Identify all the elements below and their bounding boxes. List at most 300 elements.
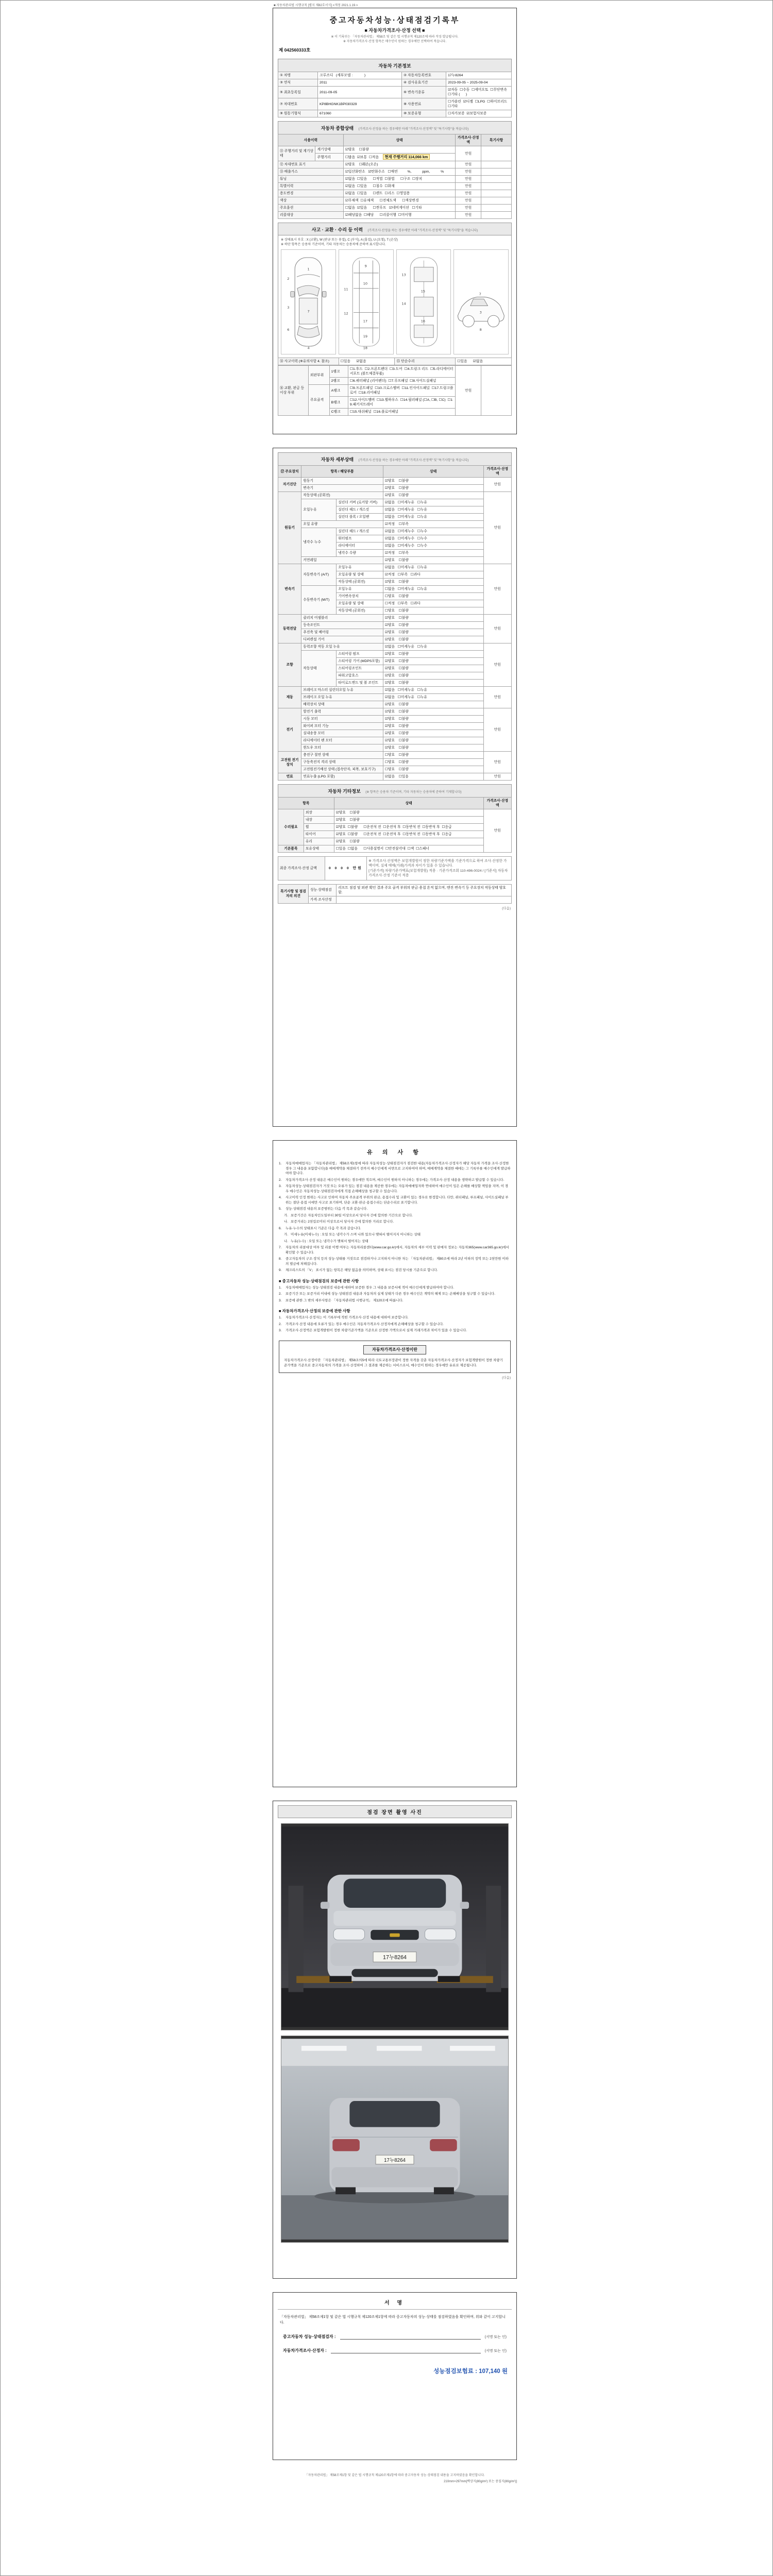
cell-sub: 외판부위 (308, 366, 329, 385)
cell-st: ☑무채색 ☐유채색 ☐전체도색 ☐색상변경 (343, 197, 455, 205)
caution-item: 가. 보증기간은 자동차인도일부터 30일 이상으로서 당사자 간에 합의한 기간으로 합니다. (284, 1213, 413, 1217)
cell-st: ☑없음 ☐미세누유 ☐누유 (383, 694, 483, 701)
section-note-accident: (가격조사·산정을 하는 경우에만 아래 "가격조사·산정액" 및 "특기사항"을 적습니다) (367, 229, 478, 232)
photos-section-title: 점검 장면 촬영 사진 (278, 1805, 512, 1818)
cell-st: 2023-09-05 ~ 2025-09-04 (446, 79, 512, 87)
cell-grp: 고전원 전기장치 (278, 752, 301, 773)
misc-info-table (278, 797, 512, 853)
cell-note (481, 176, 512, 183)
cell-sub: 발전기 출력 (301, 708, 383, 716)
cell-grp: 자기진단 (278, 478, 301, 492)
svg-text:14: 14 (401, 301, 406, 306)
cell-sub: 1랭크 (329, 366, 348, 378)
cell-note (481, 212, 512, 219)
caution-item: 8. 중고자동차의 구조·장치 등의 성능·상태를 거짓으로 점검하거나 고지하지 아니한 자는 「자동차관리법」 제80조에 따라 2년 이하의 징역 또는 2천만원 이하의 벌금에 처해집니다. (279, 1257, 509, 1266)
cell-st: ☑양호 ☐불량 (383, 716, 483, 723)
svg-text:13: 13 (401, 273, 406, 277)
cell-st: ☑양호 ☐불량 (383, 579, 483, 586)
svg-text:4: 4 (307, 346, 310, 350)
caution-item: 9. 체크리스트의 「V」 표시가 없는 항목은 해당 없음을 의미하며, 상태 표시는 점검 당시를 기준으로 합니다. (279, 1268, 438, 1272)
cell-st: ☑적정 ☐부족 ☐과다 (383, 571, 483, 579)
cell-st: ☑없음 ☐미세누수 ☐누수 (383, 543, 483, 550)
sheet-photos (273, 1801, 517, 2279)
cell-st: ☑양호 ☐불량 (383, 730, 483, 737)
svg-text:10: 10 (363, 281, 367, 286)
cell-lbl: ⑪ 주행거리 및 계기상태 (278, 146, 315, 161)
cell-lbl: ⑯ 교환, 판금 등 이상 부위 (278, 366, 309, 416)
cell-sub: 구동축전지 격리 상태 (301, 759, 383, 766)
cell-sub2: 라디에이터 (337, 543, 383, 550)
cell-st: ☐양호 ☐불량 (383, 593, 483, 600)
cell-pr: 만원 (483, 708, 511, 752)
cell-st: ☐양호 ☐불량 (383, 607, 483, 615)
cell-st: ☑양호 ☐불량 (383, 737, 483, 744)
section-title-detail-text: 자동차 세부상태 (321, 457, 354, 462)
caution-subheading: ■ 자동차가격조사·산정의 보증에 관한 사항 (279, 1309, 350, 1313)
caution-item: 2. 자동차가격조사·산정 내용은 매수인이 원하는 경우에만 적으며, 매수인이 원하지 아니하는 경우에는 가격조사·산정 내용을 생략하고 발급할 수 있습니다. (279, 1178, 505, 1182)
cell-st: ☑없음 ☐미세누수 ☐누수 (383, 535, 483, 543)
accident-diagram-box (278, 235, 512, 358)
cell-sub: 브레이크 마스터 실린더오일 누유 (301, 687, 383, 694)
cell-hd: 가격조사·산정액 (456, 134, 481, 146)
cell-st: ☑없음 ☐미세누유 ☐누유 (383, 506, 483, 514)
cell-grp: 특기사항 및 점검자의 의견 (278, 884, 309, 903)
cell-grp: 전기 (278, 708, 301, 752)
cell-grp: 원동기 (278, 492, 301, 564)
cell-sub2: 오일유량 및 상태 (337, 571, 383, 579)
car-side-view-drawing (454, 250, 508, 354)
cell-sub: 작동상태 (301, 651, 337, 687)
cell-st: ☑양호 ☐불량 (383, 723, 483, 730)
cell-sub: 자동변속기 (A/T) (301, 564, 337, 586)
cell-st: ☑양호 ☐불량 (383, 651, 483, 658)
cell-sub: 고전원전기배선 상태 (접속단자, 피복, 보호기구) (301, 766, 383, 773)
caution-title: 유 의 사 항 (367, 1149, 423, 1156)
cell-sub2: 파워고압호스 (337, 672, 383, 680)
cell-sub: 2랭크 (329, 378, 348, 385)
premium-label: 성능점검보험료 : (433, 2368, 477, 2375)
cell-sub2: 작동상태 (공회전) (337, 607, 383, 615)
cell-sub2: 오일누유 (337, 564, 383, 571)
caution-item: 가. 미세누유(미세누수) : 오일 또는 냉각수가 스며 나와 있으나 맺혀서 떨어지지 아니하는 상태 (284, 1233, 421, 1236)
cell-st: ☐가솔린 ☑디젤 ☐LPG ☐하이브리드 ☐기타 (446, 98, 512, 110)
cell-sub: 원동기 (301, 478, 383, 485)
document-number: 제 042560333호 (279, 47, 311, 53)
svg-text:9: 9 (364, 264, 367, 268)
signature-row-appraiser (283, 2348, 507, 2353)
cell-pr: 만원 (483, 615, 511, 643)
cell-st: ☑일산화탄소 ☑탄화수소 ☐매연 %, ppm, % (343, 168, 455, 176)
cell-pr: 만원 (456, 161, 481, 168)
photo-rear-drawing (281, 2036, 508, 2242)
cell-st: ☑없음 ☐미세누유 ☐누유 (383, 499, 483, 506)
cell-grp: 연료 (278, 773, 301, 781)
cell-sub: 수동변속기 (M/T) (301, 586, 337, 615)
inspector-opinion-table (278, 884, 512, 904)
cell-st: ☐있음 ☑없음 (339, 358, 395, 365)
cell-sub: 가격·조사산정 (308, 896, 336, 903)
section-note-misc: (※ 항목은 승용차 기준이며, 기타 자동차는 승용차에 준하여 기재합니다) (365, 791, 462, 794)
next-page-mark: (다음) (502, 1376, 511, 1380)
cell-st: ☑양호 ☐불량 (383, 557, 483, 564)
cell-pr: 만원 (456, 190, 481, 197)
cell-st: ☑양호 ☐불량 ☐운전석 전 ☐운전석 후 ☐동반석 전 ☐동반석 후 ☐응급 (334, 824, 483, 831)
cell-lbl: ⑤ 최초등록일 (278, 87, 318, 98)
car-diagram-frame-view (339, 249, 394, 354)
cell-sub2: 스티어링 펌프 (337, 651, 383, 658)
cell-sub2: 실린더 헤드 / 개스킷 (337, 528, 383, 535)
car-diagram-underside-view (396, 249, 451, 354)
cell-st: ☐양호 ☐불량 (383, 752, 483, 759)
caution-item: 5. 성능·상태점검 내용의 보증범위는 다음 각 목과 같습니다. (279, 1207, 368, 1211)
sheet-detail (273, 448, 517, 1127)
cell-lbl: ⑧ 사용연료 (402, 98, 446, 110)
cell-sub: 내장 (304, 817, 334, 824)
cell-sub: 배력장치 상태 (301, 701, 383, 708)
svg-text:8: 8 (479, 328, 482, 332)
cell-sub: 오일누유 (301, 499, 337, 521)
cell-note (481, 197, 512, 205)
cell-sub: 작동상태 (공회전) (301, 492, 383, 499)
cell-lbl: ④ 검사유효기간 (402, 79, 446, 87)
footer-line-1: 「자동차관리법」 제58조제1항 및 같은 법 시행규칙 제120조제1항에 따라 중고자동차 성능·상태점검 내용을 고지하였음을 확인합니다. (305, 2474, 485, 2477)
cell-lbl: ⑦ 차대번호 (278, 98, 318, 110)
cell-st: ☑적정 ☐부족 (383, 550, 483, 557)
basic-info-table (278, 72, 512, 117)
cell-sub: 주요골격 (308, 385, 329, 416)
cell-st: ☑없음 ☐있음 (383, 773, 483, 781)
cell-grp: 기본품목 (278, 845, 304, 853)
cell-st: ☑양호 ☐불량 (383, 615, 483, 622)
car-frame-drawing (339, 250, 393, 354)
section-title-accident (278, 223, 512, 235)
cell-st: ☐있음 ☐없음 ☐사용설명서 ☐안전삼각대 ☐잭 ☐스패너 (334, 845, 483, 853)
next-page-mark: (다음) (502, 906, 511, 910)
cell-pr: 만원 (456, 366, 481, 416)
overall-condition-table (278, 134, 512, 219)
cell-sub: 충전구 절연 상태 (301, 752, 383, 759)
cell-sub2: 스티어링 기어 (MDPS포함) (337, 658, 383, 665)
cell-lbl: ⑨ 원동기형식 (278, 110, 318, 117)
inspector-sign-label: 중고자동차 성능·상태점검자 : (283, 2334, 336, 2339)
cell-hd: 항목 / 해당부품 (301, 466, 383, 478)
page-title: 중고자동차성능·상태점검기록부 (329, 16, 460, 25)
license-plate-rear: 17누8264 (384, 2157, 406, 2163)
signature-statement: 「자동차관리법」 제58조제1항 및 같은 법 시행규칙 제120조제1항에 따라 중고자동차의 성능·상태를 점검하였음을 확인하며, 위와 같이 고지합니다. (280, 2315, 506, 2325)
cell-st: ☑양호 ☐불량 (383, 665, 483, 672)
section-note-overall: (가격조사·산정을 하는 경우에만 아래 "가격조사·산정액" 및 "특기사항"을 적습니다) (358, 128, 469, 131)
cell-sub: 커먼레일 (301, 557, 383, 564)
cell-hd: 상태 (383, 466, 483, 478)
section-title-basic (278, 59, 512, 72)
cell-pr: 만원 (483, 687, 511, 708)
cell-pr: 만원 (456, 183, 481, 190)
car-top-view-drawing (281, 250, 335, 354)
cell-grp: 수리필요 (278, 809, 304, 845)
cell-sub2: 실린더 커버 (로커암 커버) (337, 499, 383, 506)
cell-note (481, 190, 512, 197)
cell-sub: 추진축 및 베어링 (301, 629, 383, 636)
cell-lbl: 주요옵션 (278, 205, 344, 212)
cell-amt: 0 0 0 0 만원 (325, 857, 367, 880)
cell-pr: 만원 (483, 643, 511, 687)
cell-hd: 항목 (278, 798, 334, 809)
cell-sub: 외장 (304, 809, 334, 817)
panel-exchange-table (278, 365, 512, 416)
cell-st: ☑없음 ☐미세누유 ☐누유 (383, 514, 483, 521)
cell-note (481, 161, 512, 168)
cell-sub: 클러치 어셈블리 (301, 615, 383, 622)
cell-grp: 변속기 (278, 564, 301, 615)
car-diagram-top-view (281, 249, 336, 354)
cell-hd: 특기사항 (481, 134, 512, 146)
cell-pr: 만원 (456, 168, 481, 176)
svg-text:3: 3 (479, 310, 482, 315)
cell-note (481, 183, 512, 190)
cell-lbl: 특별이력 (278, 183, 344, 190)
svg-text:3: 3 (287, 306, 290, 310)
caution-item: 1. 자동차매매업자는 「자동차관리법」 제58조제1항에 따라 자동차성능·상태점검자가 점검한 내용(자동차가격조사·산정자가 해당 자동차 가격을 조사·산정한 경우 그 내용을 포함합니다)을 매매계약을 체결하기 전까지 매수인에게 서면으로 고지하여야 하며, 매매계약을 체결한 때에는 그 기록부를 매수인에게 발급하여야 합니다. (279, 1162, 511, 1175)
cell-lbl: ③ 연식 (278, 79, 318, 87)
caution-item: 나. 보증거리는 2천킬로미터 이상으로서 당사자 간에 합의한 거리로 합니다. (284, 1220, 394, 1224)
svg-text:2: 2 (287, 276, 290, 281)
appraiser-sign-label: 자동차가격조사·산정자 : (283, 2348, 327, 2353)
cell-lbl: ⑮ 단순수리 (395, 358, 456, 365)
cell-st: ☐많음 ☑보통 ☐적음 현재 주행거리 114,066 km (343, 154, 455, 161)
svg-text:11: 11 (344, 287, 348, 292)
cell-st: 2011-09-05 (318, 87, 402, 98)
cell-sub: 연료누출 (LPG 포함) (301, 773, 383, 781)
cell-st: ☑양호 ☐불량 (383, 629, 483, 636)
cell-sub: 실내송풍 모터 (301, 730, 383, 737)
sheet-basic (273, 8, 517, 434)
cell-st: ☑없음 ☐미세누유 ☐누유 (383, 564, 483, 571)
cell-st: ☑해당없음 ☐해당 ☐리콜이행 ☐미이행 (343, 212, 455, 219)
caution-subheading: ■ 중고자동차 성능·상태점검의 보증에 관한 사항 (279, 1278, 359, 1283)
cell-pr: 만원 (483, 752, 511, 773)
svg-text:15: 15 (421, 289, 425, 294)
caution-item: 1. 자동차매매업자는 성능·상태점검 내용에 대하여 보증한 경우 그 내용을 보증서에 적어 매수인에게 발급하여야 합니다. (279, 1285, 455, 1290)
cell-note (481, 146, 512, 161)
cell-st: 리프트 점검 및 외관 확인 결과 주요 골격 부위의 판금·용접 흔적 없으며, 엔진·변속기 등 주요장치 작동상태 양호함. (337, 884, 512, 896)
section-title-overall (278, 121, 512, 134)
cell-sub: 윈도우 모터 (301, 744, 383, 752)
cell-lbl: 용도변경 (278, 190, 344, 197)
svg-text:16: 16 (421, 319, 425, 324)
svg-text:12: 12 (344, 311, 348, 316)
document-footer (273, 2473, 517, 2484)
sheet-caution (273, 1140, 517, 1787)
footer-line-2: 210mm×297mm[백상지(80g/m²) 또는 중질지(80g/m²)] (444, 2480, 517, 2483)
cell-st: ☑자동 ☐수동 ☐세미오토 ☐무단변속 ☐기타 ( ) (446, 87, 512, 98)
cell-st: ☑없음 ☐미세누유 ☐누유 (383, 643, 483, 651)
license-plate-front: 17누8264 (383, 1954, 407, 1961)
caution-item: 4. 사고이력 인정 범위는 사고로 인하여 자동차 주요골격 부위의 판금, 용접수리 및 교환이 있는 경우로 한정합니다. 다만, 쿼터패널, 루프패널, 사이드실패널 부위는 절단·용접 시에만 사고로 표기하며, 단순 교환·판금·용접수리는 단순수리로 표기합니다. (279, 1196, 509, 1205)
title-block (278, 12, 512, 55)
cell-grp: 동력전달 (278, 615, 301, 643)
page-subtitle: ■ 자동차가격조사·산정 선택 ■ (364, 28, 425, 33)
car-diagrams (281, 249, 509, 354)
cell-st: ☑양호 ☐불량 (383, 478, 483, 485)
section-title-misc-text: 자동차 기타정보 (328, 789, 361, 794)
cell-sub2: 오일누유 (337, 586, 383, 593)
cell-st: ☐12.사이드멤버 ☐13.휠하우스 ☐14.필러패널 (☐A, ☐B, ☐C) ☐19.패키지트레이 (348, 397, 455, 409)
cell-note (481, 366, 512, 416)
caution-item: 2. 보증기간 또는 보증거리 이내에 성능·상태점검 내용과 자동차의 실제 상태가 다른 경우 매수인은 계약의 해제 또는 손해배상을 청구할 수 있습니다. (279, 1292, 495, 1296)
signature-section-title: 서 명 (278, 2297, 512, 2310)
cell-sub: 보유상태 (304, 845, 334, 853)
cell-pr: 만원 (483, 773, 511, 781)
inspection-photo-front (281, 1823, 509, 2030)
cell-st: ☐없음 ☑있음 ☐썬루프 ☑네비게이션 ☐기타 (343, 205, 455, 212)
cell-sub2: 실린더 헤드 / 개스킷 (337, 506, 383, 514)
cell-lbl: 최종 가격조사·산정 금액 (278, 857, 325, 880)
cell-st: ☐자가보증 ☑보험사보증 (446, 110, 512, 117)
cell-hd: 사용이력 (278, 134, 344, 146)
cell-sub: 성능·상태점검 (308, 884, 336, 896)
cell-lbl: ⑫ 차대번호 표기 (278, 161, 344, 168)
cell-st: ☑양호 ☐불량 (383, 701, 483, 708)
cell-st: ☑양호 ☐불량 (383, 672, 483, 680)
cell-grp: 조향 (278, 643, 301, 687)
cell-sub: 등속조인트 (301, 622, 383, 629)
cell-st: ☐적정 ☐부족 ☐과다 (383, 600, 483, 607)
cell-st: ☑양호 ☐불량 (383, 622, 483, 629)
diagram-legend-1: ※ 상태표시 부호 : X (교환), W (판금 또는 용접), C (부식), A (흠집), U (요철), T (손상) (281, 238, 398, 242)
cell-pr: 만원 (483, 809, 511, 853)
cell-hd: ⑰ 주요장치 (278, 466, 301, 478)
cell-lbl: 색상 (278, 197, 344, 205)
cell-sub: 시동 모터 (301, 716, 383, 723)
caution-item: 3. 자동차성능·상태점검자가 거짓 또는 오류가 있는 점검 내용을 제공한 경우에는 자동차매매업자와 연대하여 매수인이 입은 손해를 배상할 책임을 지며, 이 경우 매수인은 자동차성능·상태점검자에게 직접 손해배상을 청구할 수 있습니다. (279, 1184, 509, 1193)
cell-st (337, 896, 512, 903)
cell-sub2: 기어변속장치 (337, 593, 383, 600)
car-underside-drawing (397, 250, 451, 354)
cell-sub: 브레이크 오일 누유 (301, 694, 383, 701)
cell-sub: 냉각수 누수 (301, 528, 337, 557)
pricing-definition-body: 자동차가격조사·산정이란 「자동차관리법」 제58조의5에 따라 국토교통부장관이 정한 자격을 갖춘 자동차가격조사·산정자가 보험개발원이 정한 차량기준가액을 기준으로 중고자동차의 가격을 조사·산정하여 그 결과를 제공하는 서비스로서, 매수인이 원하는 경우에만 유료로 제공됩니다. (284, 1358, 503, 1367)
cell-hd: 상태 (334, 798, 483, 809)
cell-lbl: ① 차명 (278, 72, 318, 79)
cell-sub: 휠 (304, 824, 334, 831)
cell-st: ☐양호 ☐불량 (383, 759, 483, 766)
cell-sub2: 오일유량 및 상태 (337, 600, 383, 607)
cell-sub: 동력조향 작동 오일 누유 (301, 643, 383, 651)
caution-item: 나. 누유(누수) : 오일 또는 냉각수가 맺혀서 떨어지는 상태 (284, 1239, 368, 1243)
cell-st: ☐양호 ☐불량 (383, 766, 483, 773)
cell-st: ☑양호 ☐불량 (343, 146, 455, 154)
cell-sub2: 냉각수 수량 (337, 550, 383, 557)
cell-sub: C랭크 (329, 409, 348, 416)
cell-sub: 타이어 (304, 831, 334, 838)
cell-st: ☐15.대쉬패널 ☐16.플로어패널 (348, 409, 455, 416)
section-title-accident-text: 사고 · 교환 · 수리 등 이력 (311, 227, 363, 232)
cell-st: ☑양호 ☐불량 (383, 708, 483, 716)
header-note-1: ※ 이 기록부는 「자동차관리법」 제58조 및 같은 법 시행규칙 제120조에 따라 작성·발급됩니다. (331, 36, 459, 39)
cell-st: 2011 (318, 79, 402, 87)
cell-st: ☑적정 ☐부족 (383, 521, 483, 528)
cell-sub: 변속기 (301, 485, 383, 492)
inspection-insurance-premium (282, 2367, 508, 2375)
accident-history-table (278, 358, 512, 365)
section-title-detail (278, 452, 512, 465)
caution-item: 7. 자동차의 리콜대상 여부 및 리콜 이행 여부는 자동차리콜센터(www.car.go.kr)에서, 자동차의 세부 이력 및 판매자 정보는 자동차365(www.car365.go.kr)에서 확인할 수 있습니다. (279, 1246, 509, 1255)
cell-sub: 주행거리 (315, 154, 343, 161)
cell-st: ☑양호 ☐불량 ☐운전석 전 ☐운전석 후 ☐동반석 전 ☐동반석 후 ☐응급 (334, 831, 483, 838)
detail-condition-table (278, 465, 512, 781)
cell-st: ☑없음 ☐있음 ☐렌트 ☐리스 ☐영업용 (343, 190, 455, 197)
cell-sub: 유리 (304, 838, 334, 845)
appraiser-sign-stamp: (서명 또는 인) (484, 2349, 507, 2353)
cell-st: ☐6.쿼터패널 (리어펜더) ☐7.루프패널 ☐8.사이드실패널 (348, 378, 455, 385)
cell-hd: 가격조사·산정액 (483, 466, 511, 478)
cell-lbl: 튜닝 (278, 176, 344, 183)
inspector-sign-line (340, 2334, 481, 2340)
cell-st: ☑양호 ☐불량 (383, 492, 483, 499)
cell-sub: B랭크 (329, 397, 348, 409)
cell-st: 17누8264 (446, 72, 512, 79)
caution-item: 2. 가격조사·산정 내용에 오류가 있는 경우 매수인은 자동차가격조사·산정자에게 손해배상을 청구할 수 있습니다. (279, 1322, 444, 1326)
inspector-sign-stamp: (서명 또는 인) (484, 2335, 507, 2339)
cell-sub2: 스티어링조인트 (337, 665, 383, 672)
cell-note (481, 205, 512, 212)
cell-lbl: ⑩ 보증유형 (402, 110, 446, 117)
cell-pr: 만원 (483, 564, 511, 615)
svg-text:6: 6 (287, 328, 290, 332)
caution-item: 1. 자동차가격조사·산정자는 이 기록부에 적힌 가격조사·산정 내용에 대하여 보증합니다. (279, 1316, 409, 1319)
cell-st: 671060 (318, 110, 402, 117)
cell-st: ☑양호 ☐불량 (383, 744, 483, 752)
cell-hd: 가격조사·산정액 (483, 798, 511, 809)
cell-sub2: 타이로드엔드 및 볼 조인트 (337, 680, 383, 687)
document-page (273, 8, 517, 2484)
cell-lbl: ⑬ 배출가스 (278, 168, 344, 176)
cell-st: ☐있음 ☑없음 (456, 358, 512, 365)
pricing-definition-box (279, 1341, 511, 1373)
header-note-2: ※ 자동차가격조사·산정 항목은 매수인이 원하는 경우에만 선택하여 적습니다. (343, 40, 447, 43)
cell-st: ☐1.후드 ☐2.프론트펜더 ☐3.도어 ☐4.트렁크 리드 ☐5.라디에이터 서포트 (볼트체결부품) (348, 366, 455, 378)
cell-st: ☑양호 ☐불량 (334, 817, 483, 824)
cell-sub2: 워터펌프 (337, 535, 383, 543)
cell-fine: ※ 가격조사·산정액은 보험개발원이 정한 차량기준가액을 기준가격으로 하여 조사·산정한 가액이며, 실제 매매(거래)가격과 차이가 있을 수 있습니다. [기준가격] 차량기준가액표(보험개발원) 적용 · 기준가격조회 110-496-0024 / [기준서] 자동차가격조사·산정 기준서 적용 (367, 857, 512, 880)
section-note-detail: (가격조사·산정을 하는 경우에만 아래 "가격조사·산정액" 및 "특기사항"을 적습니다) (358, 459, 469, 462)
cell-pr: 만원 (456, 176, 481, 183)
cell-st: ☐없음 ☐미세누유 ☐누유 (383, 586, 483, 593)
cell-lbl: ⑥ 변속기종류 (402, 87, 446, 98)
section-title-overall-text: 자동차 종합상태 (321, 126, 354, 131)
section-title-misc (278, 784, 512, 797)
signature-row-inspector (283, 2334, 507, 2340)
section-title-basic-text: 자동차 기본정보 (378, 63, 411, 69)
cell-sub: A랭크 (329, 385, 348, 397)
caution-item: 3. 가격조사·산정액은 보험개발원이 정한 차량기준가액을 기준으로 산정한 가액으로서 실제 거래가격과 차이가 있을 수 있습니다. (279, 1329, 467, 1332)
cell-st: ☑양호 ☐불량 (334, 838, 483, 845)
diagram-legend-2: ※ 하단 항목은 승용차 기준이며, 기타 자동차는 승용차에 준하여 표시합니다. (281, 243, 386, 246)
mileage-highlight: 현재 주행거리 114,066 km (383, 154, 430, 160)
cell-lbl: 리콜대상 (278, 212, 344, 219)
final-price-table (278, 856, 512, 880)
cell-lbl: ② 자동차등록번호 (402, 72, 446, 79)
cell-st: 크루즈디 (세부모델 : ) (318, 72, 402, 79)
cell-st: KP8BHGNK1BP030329 (318, 98, 402, 110)
cell-pr: 만원 (483, 478, 511, 492)
appraiser-sign-line (331, 2348, 481, 2353)
cell-st: ☑양호 ☐불량 (383, 485, 483, 492)
svg-text:17: 17 (363, 319, 367, 324)
cell-note (481, 168, 512, 176)
inspection-photo-rear (281, 2036, 509, 2243)
cell-st: ☑양호 ☐불량 (383, 680, 483, 687)
